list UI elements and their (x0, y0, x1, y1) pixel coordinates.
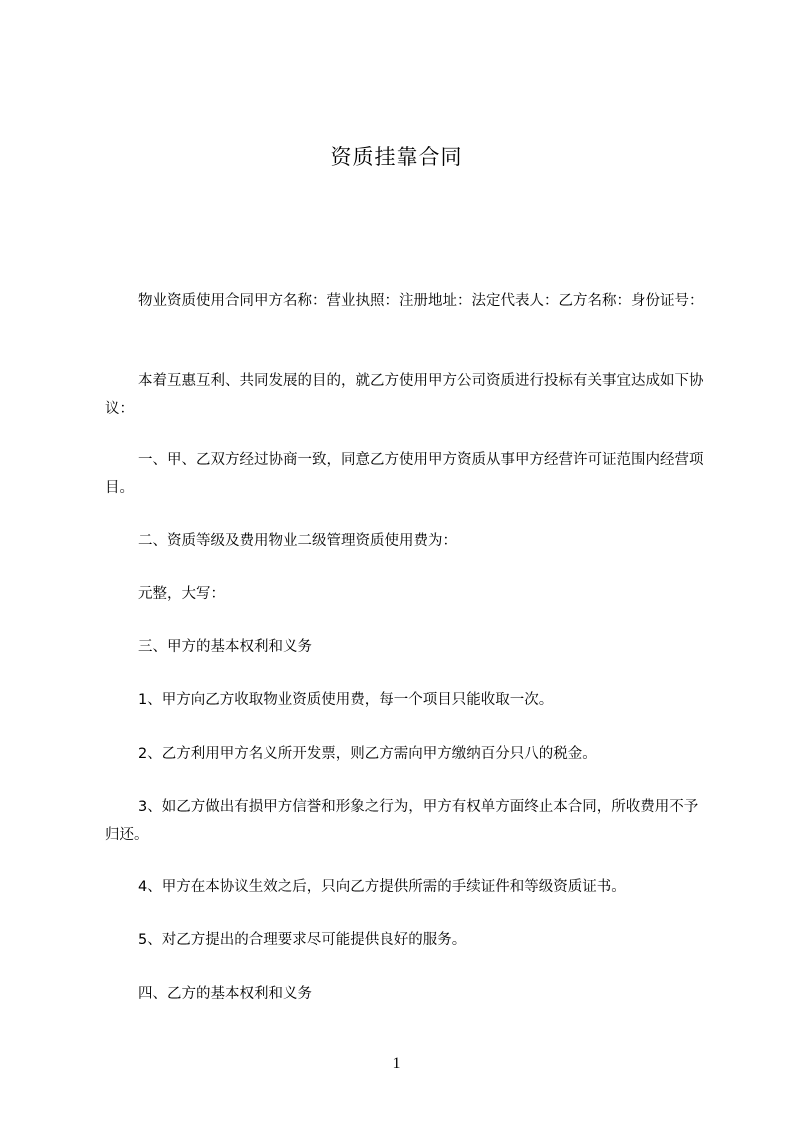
paragraph-text: 1、甲方向乙方收取物业资质使用费，每一个项目只能收取一次。 (138, 692, 554, 708)
paragraph (105, 926, 705, 954)
paragraph (105, 633, 705, 661)
paragraph (105, 367, 705, 423)
document-title: 资质挂靠合同 (330, 145, 463, 169)
paragraph-text: 本着互惠互利、共同发展的目的，就乙方使用甲方公司资质进行投标有关事宜达成如下协议： (105, 373, 704, 417)
paragraph-text: 二、资质等级及费用物业二级管理资质使用费为： (138, 533, 457, 549)
paragraph (105, 527, 705, 555)
paragraph (105, 793, 705, 849)
paragraph (105, 446, 705, 502)
paragraph-text: 3、如乙方做出有损甲方信誉和形象之行为，甲方有权单方面终止本合同，所收费用不予归还。 (105, 799, 699, 843)
paragraph (105, 580, 705, 608)
paragraph (105, 686, 705, 714)
paragraph-text: 元整，大写： (138, 586, 225, 602)
paragraph-text: 四、乙方的基本权利和义务 (138, 986, 312, 1002)
paragraph-text: 物业资质使用合同甲方名称：营业执照：注册地址：法定代表人：乙方名称：身份证号： (138, 293, 704, 309)
paragraph-text: 三、甲方的基本权利和义务 (138, 639, 312, 655)
paragraph-text: 一、甲、乙双方经过协商一致，同意乙方使用甲方资质从事甲方经营许可证范围内经营项目。 (105, 452, 704, 496)
paragraph-text: 2、乙方利用甲方名义所开发票，则乙方需向甲方缴纳百分只八的税金。 (138, 746, 597, 762)
paragraph-text: 4、甲方在本协议生效之后，只向乙方提供所需的手续证件和等级资质证书。 (138, 879, 626, 895)
paragraph (105, 873, 705, 901)
paragraph (105, 740, 705, 768)
paragraph (105, 287, 705, 315)
paragraph (105, 980, 705, 1008)
paragraph-text: 5、对乙方提出的合理要求尽可能提供良好的服务。 (138, 932, 467, 948)
page-number: 1 (392, 1055, 401, 1072)
